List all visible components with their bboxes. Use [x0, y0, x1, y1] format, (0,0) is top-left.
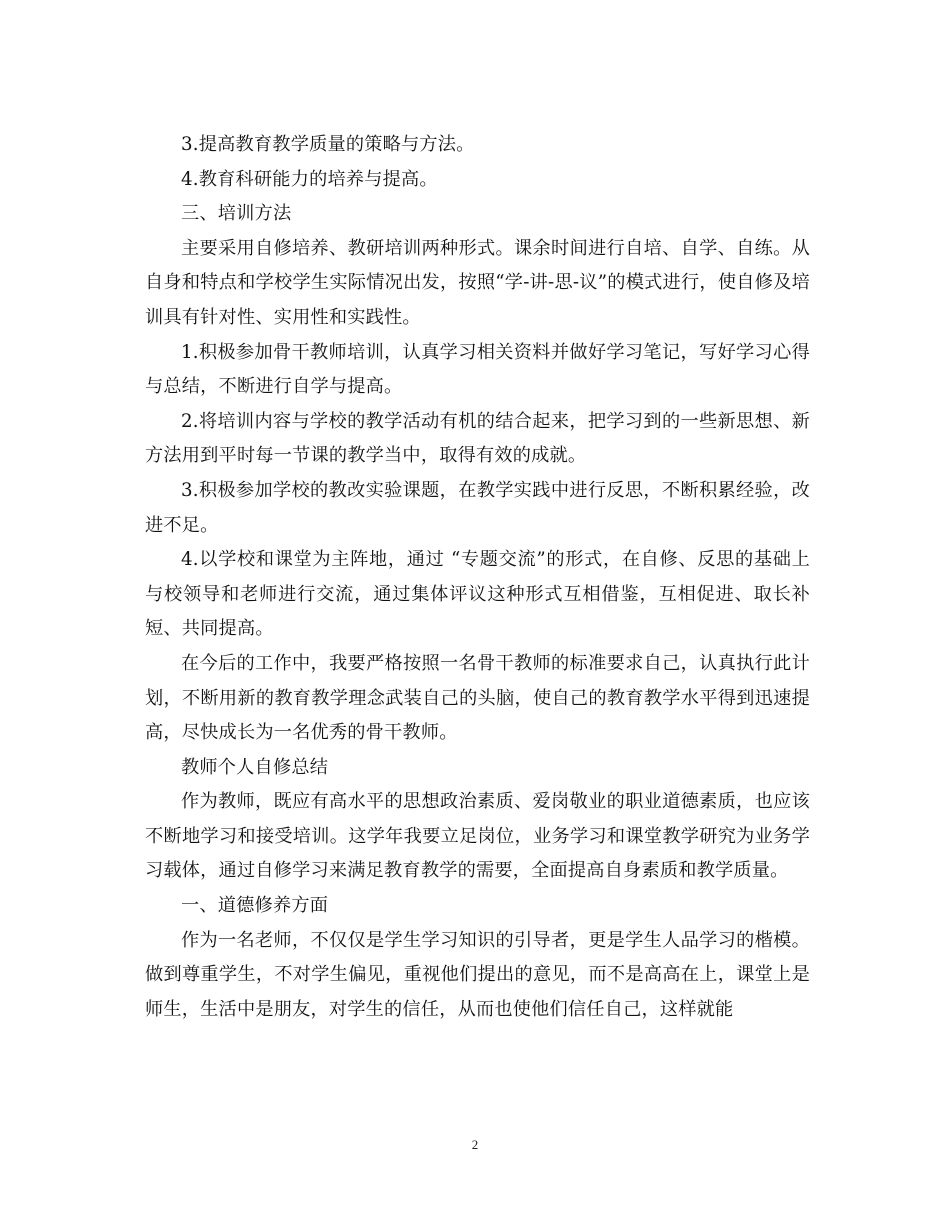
- paragraph-teacher-qualities: 作为教师，既应有高水平的思想政治素质、爱岗敬业的职业道德素质，也应该不断地学习和接受培训。这学年我要立足岗位，业务学习和课堂教学研究为业务学习载体，通过自修学习来满足教育教学的需要，全面提高自身素质和教学质量。: [145, 791, 810, 882]
- paragraph-method-3: 3.积极参加学校的教改实验课题，在教学实践中进行反思，不断积累经验，改进不足。: [145, 479, 810, 536]
- document-body: [145, 128, 810, 1027]
- paragraph-method-2: 2.将培训内容与学校的教学活动有机的结合起来，把学习到的一些新思想、新方法用到平时每一节课的教学当中，取得有效的成就。: [145, 410, 810, 467]
- paragraph-method-4: 4.以学校和课堂为主阵地，通过 “专题交流”的形式，在自修、反思的基础上与校领导和老师进行交流，通过集体评议这种形式互相借鉴，互相促进、取长补短、共同提高。: [145, 549, 810, 640]
- paragraph-item-3-heading: 3.提高教育教学质量的策略与方法。: [181, 134, 475, 155]
- paragraph-future-plan: 在今后的工作中，我要严格按照一名骨干教师的标准要求自己，认真执行此计划，不断用新的教育教学理念武装自己的头脑，使自己的教育教学水平得到迅速提高，尽快成长为一名优秀的骨干教师。: [145, 652, 810, 744]
- page-number: 2: [471, 1137, 479, 1152]
- paragraph-method-1: 1.积极参加骨干教师培训，认真学习相关资料并做好学习笔记，写好学习心得与总结，不断进行自学与提高。: [145, 341, 810, 398]
- section-heading-training-methods: 三、培训方法: [181, 203, 292, 225]
- section-title-self-study-summary: 教师个人自修总结: [181, 756, 329, 778]
- paragraph-training-forms: 主要采用自修培养、教研培训两种形式。课余时间进行自培、自学、自练。从自身和特点和学校学生实际情况出发，按照“学-讲-思-议”的模式进行，使自修及培训具有针对性、实用性和实践性。: [145, 237, 810, 328]
- paragraph-item-4-heading: 4.教育科研能力的培养与提高。: [181, 168, 438, 190]
- section-heading-moral-cultivation: 一、道德修养方面: [181, 895, 329, 917]
- paragraph-role-model: 作为一名老师，不仅仅是学生学习知识的引导者，更是学生人品学习的楷模。做到尊重学生，不对学生偏见，重视他们提出的意见，而不是高高在上，课堂上是师生，生活中是朋友，对学生的信任，从而也使他们信任自己，这样就能: [145, 929, 810, 1020]
